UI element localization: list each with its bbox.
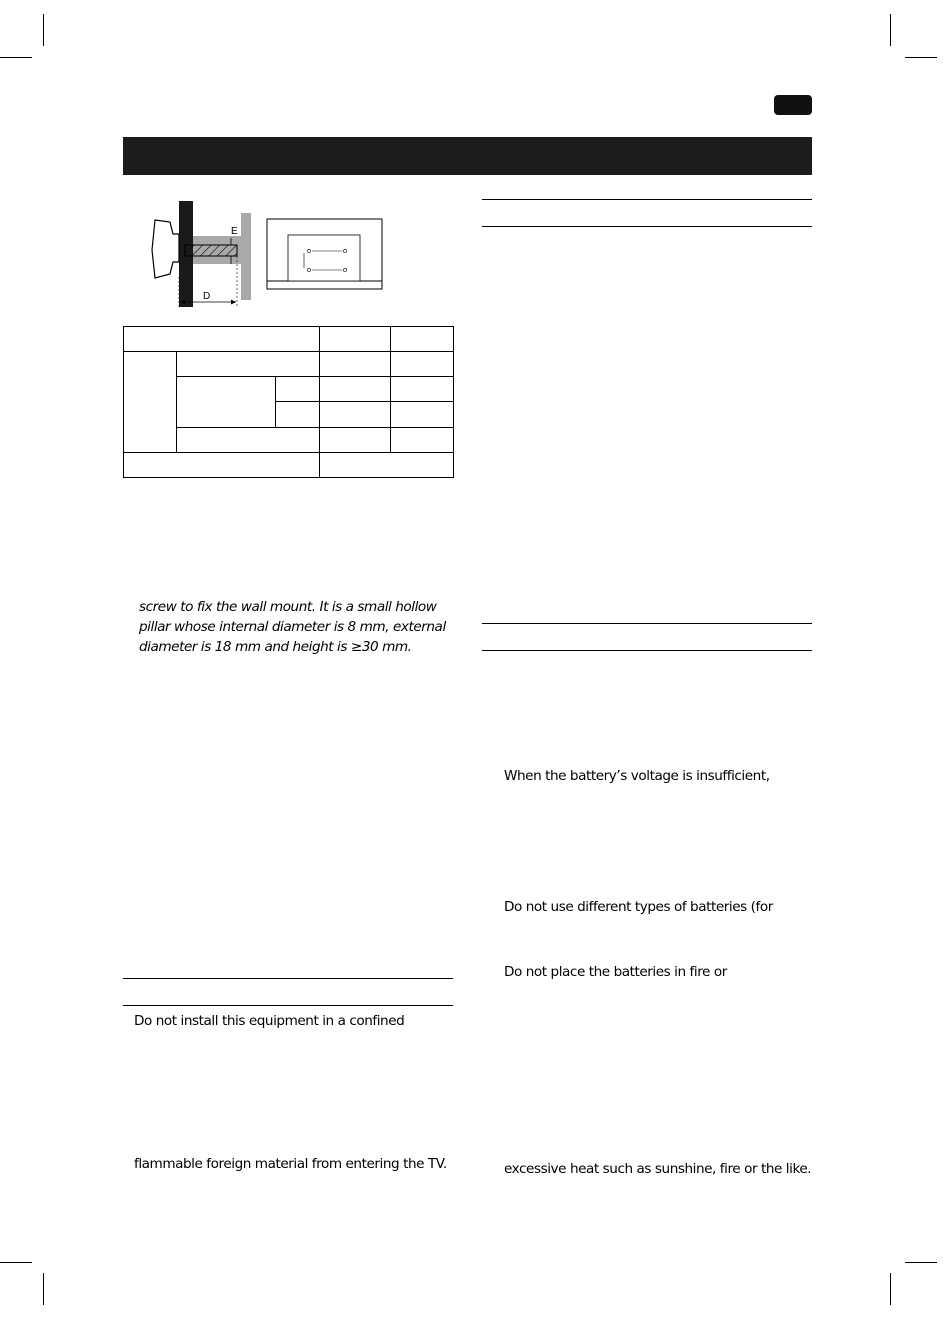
table-cell — [177, 352, 320, 377]
crop-mark — [905, 1262, 937, 1263]
wall-mount-spec-table — [123, 326, 454, 478]
battery-note-line: excessive heat such as sunshine, fire or the like. — [504, 1161, 812, 1177]
table-cell — [391, 327, 454, 352]
bracket-plate — [241, 213, 251, 300]
table-cell — [276, 402, 320, 427]
wall-mount-svg — [145, 192, 393, 312]
page-number-badge — [774, 95, 812, 115]
table-cell — [320, 327, 391, 352]
section-title-bar — [123, 137, 812, 175]
table-cell — [391, 352, 454, 377]
table-cell — [124, 352, 177, 453]
wall-mount-diagram — [145, 192, 393, 312]
install-warning-line: Do not install this equipment in a confined — [134, 1013, 405, 1029]
install-warning-line: flammable foreign material from entering the TV. — [134, 1156, 447, 1172]
section-divider — [482, 650, 812, 651]
section-divider — [482, 226, 812, 227]
table-cell — [391, 377, 454, 402]
crop-mark — [0, 57, 32, 58]
screw-note-line: screw to fix the wall mount. It is a small hollow — [139, 599, 437, 615]
crop-mark — [905, 57, 937, 58]
crop-mark — [890, 1273, 891, 1305]
battery-note-line: When the battery’s voltage is insufficient, — [504, 768, 770, 784]
section-divider — [123, 1005, 453, 1006]
crop-mark — [890, 14, 891, 46]
crop-mark — [43, 1273, 44, 1305]
screw-shaft — [185, 245, 237, 256]
label-d: D — [203, 291, 211, 302]
table-cell — [276, 377, 320, 402]
table-cell — [391, 402, 454, 427]
table-cell — [320, 352, 391, 377]
crop-mark — [0, 1262, 32, 1263]
label-e: E — [231, 226, 238, 237]
section-divider — [482, 623, 812, 624]
screw-head — [152, 220, 179, 278]
table-cell — [320, 402, 391, 427]
table-cell — [320, 452, 454, 477]
battery-note-line: Do not use different types of batteries (for — [504, 899, 773, 915]
section-divider — [482, 199, 812, 200]
screw-note-line: pillar whose internal diameter is 8 mm, external — [139, 619, 446, 635]
crop-mark — [43, 14, 44, 46]
table-cell — [124, 327, 320, 352]
table-cell — [124, 452, 320, 477]
table-cell — [391, 427, 454, 452]
table-cell — [320, 427, 391, 452]
table-cell — [177, 427, 320, 452]
battery-note-line: Do not place the batteries in fire or — [504, 964, 727, 980]
screw-note-line: diameter is 18 mm and height is ≥30 mm. — [139, 639, 412, 655]
mount-area — [288, 235, 360, 281]
table-cell — [320, 377, 391, 402]
section-divider — [123, 978, 453, 979]
table-cell — [177, 377, 276, 427]
